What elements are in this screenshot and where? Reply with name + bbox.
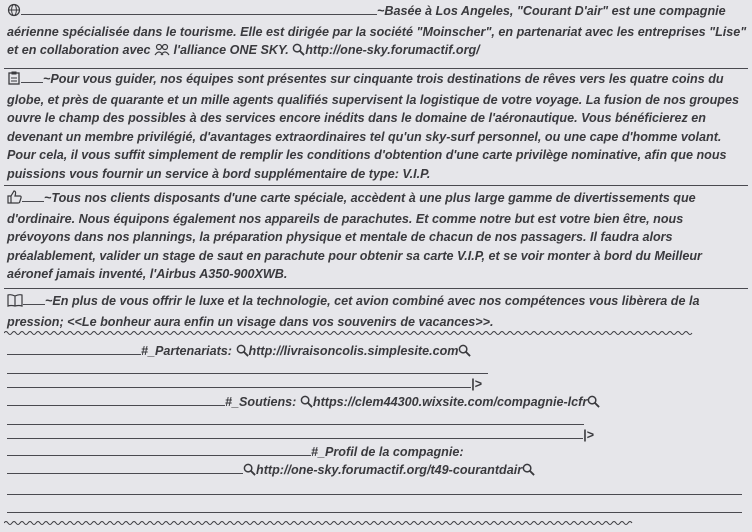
end-mark: |> <box>471 377 482 391</box>
divider <box>4 185 748 186</box>
magnifier-icon <box>243 463 256 476</box>
end-mark-row <box>7 426 594 444</box>
intro-block <box>7 2 748 62</box>
divider <box>4 68 748 69</box>
rule <box>7 512 742 513</box>
thumbs-up-icon <box>7 190 22 210</box>
profil-label: #_Profil de la compagnie: <box>311 445 464 459</box>
divider <box>4 288 748 289</box>
rule <box>7 424 584 425</box>
section-clients-text: ~Tous nos clients disposants d'une carte spéciale, accèdent à une plus large gamme de divertissements que d'ordinaire. Nous équipons également nos appareils de parachutes. Et comme notre but est votre bien être, nous prévoyons dans nos plannings, la préparation physique et mentale de chacun de nos passagers. Il faudra alors préalablement, valider un stage de saut en parachute pour obtenir sa carte V.I.P, et se voir monter à bord du Meilleur aéronef jamais inventé, l'Airbus A350-900XWB. <box>7 191 702 282</box>
row-underline <box>7 343 141 355</box>
section-underline <box>22 190 44 202</box>
profil-link[interactable]: http://one-sky.forumactif.org/t49-courantdair <box>256 463 523 477</box>
row-underline <box>7 462 243 474</box>
alliance-text: l'alliance ONE SKY. <box>173 43 289 58</box>
intro-underline <box>21 3 377 15</box>
section-underline <box>23 293 45 305</box>
magnifier-icon <box>300 395 313 408</box>
row-underline <box>7 427 583 439</box>
intro-link[interactable]: http://one-sky.forumactif.org/ <box>305 43 480 58</box>
wavy-separator <box>4 520 748 526</box>
soutiens-link[interactable]: https://clem44300.wixsite.com/compagnie-lcfr <box>312 395 588 409</box>
section-guidance <box>7 70 748 184</box>
partenariats-link[interactable]: http://livraisoncolis.simplesite.com <box>248 344 459 358</box>
section-guidance-text: ~Pour vous guider, nos équipes sont présentes sur cinquante trois destinations de rêves vers les quatre coins du globe, et près de quarante et un mille agents qualifiés supervisent la logistique de votre voyage. La fusion de nos groupes ouvre le champ des possibles à des services encore inédits dans le domaine de l'aéronautique. Vous bénéficierez en devenant un membre privilégié, d'avantages extraordinaires tel qu'un sky-surf personnel, ou une cape d'homme volant. Pour cela, il vous suffit simplement de remplir les conditions d'obtention d'une carte privilège nominative, afin que nous puissions vous fournir un service à bord supplémentaire de type: V.I.P. <box>7 72 739 181</box>
wavy-separator <box>4 330 748 336</box>
soutiens-label: #_Soutiens: <box>225 395 297 409</box>
section-clients <box>7 189 748 284</box>
clipboard-icon <box>7 71 21 91</box>
rule <box>7 494 742 495</box>
partenariats-row <box>7 342 471 360</box>
rule <box>7 373 488 374</box>
profil-link-row <box>7 461 535 479</box>
magnifier-icon <box>587 395 600 408</box>
profil-row <box>7 443 464 461</box>
section-underline <box>21 71 43 83</box>
row-underline <box>7 444 311 456</box>
section-comfort <box>7 292 748 331</box>
magnifier-icon <box>522 463 535 476</box>
soutiens-row <box>7 393 600 411</box>
magnifier-icon <box>458 344 471 357</box>
intro-text: ~Basée à Los Angeles, "Courant D'air" est une compagnie aérienne spécialisée dans le tourisme. Elle est dirigée par la société "Moinscher", en partenariat avec les entreprises "Lise" et en collaboration avec <box>7 4 747 58</box>
globe-icon <box>7 3 21 23</box>
magnifier-icon <box>236 344 249 357</box>
group-icon <box>154 43 170 62</box>
magnifier-icon <box>292 43 305 56</box>
end-mark-row <box>7 375 482 393</box>
book-icon <box>7 293 23 313</box>
row-underline <box>7 376 471 388</box>
row-underline <box>7 394 225 406</box>
end-mark: |> <box>583 428 594 442</box>
section-comfort-text: ~En plus de vous offrir le luxe et la technologie, cet avion combiné avec nos compétences vous libèrera de la pression; <<Le bonheur aura enfin un visage dans vos souvenirs de vacances>>. <box>7 294 700 329</box>
partenariats-label: #_Partenariats: <box>141 344 233 358</box>
